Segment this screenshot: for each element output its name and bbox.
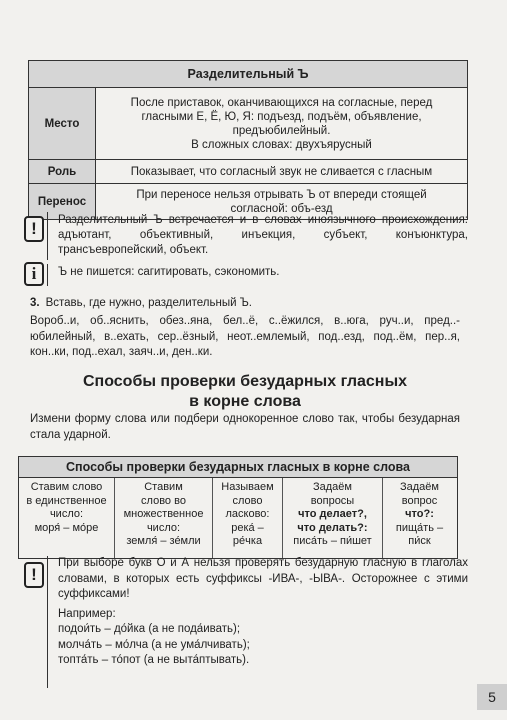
example-item: подои́ть – до́йка (а не пода́ивать);: [58, 623, 241, 635]
row-label-role: Роль: [29, 160, 96, 184]
exclamation-icon: !: [24, 562, 44, 588]
unstressed-vowels-table: [18, 456, 458, 559]
note-text: Разделительный Ъ встречается и в словах иноязычного происхождения: адъютант, объективный, инъекция, субъект, конъюнктура, трансъевропейский, объект.: [58, 214, 468, 256]
method-diminutive: Называем слово ласково: река́ – ре́чка: [213, 478, 283, 558]
row-text-place: После приставок, оканчивающихся на согласные, перед гласными Е, Ё, Ю, Я: подъезд, подъём, объявление, предъюбилейный. В сложных словах: двухъярусный: [96, 88, 468, 160]
method-verb-questions: Задаём вопросы что делает?, что делать?: писа́ть – пи́шет: [283, 478, 383, 558]
section-heading: Способы проверки безударных гласных в корне слова: [82, 373, 408, 410]
note-text: Ъ не пишется: сагитировать, сэкономить.: [58, 266, 280, 278]
method-plural: Ставим слово во множественное число: земля́ – зе́мли: [115, 478, 213, 558]
exercise-task: Вставь, где нужно, разделительный Ъ.: [45, 297, 253, 309]
row-text-role: Показывает, что согласный звук не сливается с гласным: [96, 160, 468, 184]
page-number: 5: [477, 684, 507, 710]
example-item: топта́ть – то́пот (а не выта́птывать).: [58, 654, 250, 666]
note-not-written: [24, 264, 484, 288]
row-label-place: Место: [29, 88, 96, 160]
method-singular: Ставим слово в единственное число: моря́ – мо́ре: [19, 478, 115, 558]
intro-text: Измени форму слова или подбери однокоренное слово так, чтобы безударная стала ударной.: [30, 413, 460, 441]
table-title: Способы проверки безударных гласных в корне слова: [19, 457, 457, 478]
example-label: Например:: [58, 607, 116, 620]
info-icon: i: [24, 262, 44, 286]
method-noun-question: Задаём вопрос что?: пища́ть – пи́ск: [395, 481, 444, 547]
note-foreign-words: [24, 212, 484, 262]
note-text: При выборе букв О и А нельзя проверять безударную гласную в глаголах словами, в которых есть суффиксы -ИВА-, -ЫВА-. Осторожнее с этими суффиксами!: [58, 557, 468, 600]
exercise-title: [30, 297, 252, 309]
row-label-hyphenation: Перенос: [29, 184, 96, 220]
exclamation-icon: !: [24, 216, 44, 242]
examples: [58, 607, 468, 669]
separator-sign-table: [28, 60, 468, 220]
table-title: Разделительный Ъ: [29, 61, 468, 88]
note-suffixes: [24, 556, 484, 690]
exercise-words: Вороб..и, об..яснить, обез..яна, бел..ё, с..ёжился, в..юга, руч..и, пред..-юбилейный, в..ехать, сер..ёзный, неот..емлемый, под..езд, под..ём, пер..я, кон..ки, под..ехал, заяч..и, ден..ки.: [30, 315, 460, 358]
exercise-number: 3.: [30, 297, 40, 309]
row-text-hyphenation: При переносе нельзя отрывать Ъ от впереди стоящей согласной: объ-езд: [96, 184, 468, 220]
example-item: молча́ть – мо́лча (а не ума́лчивать);: [58, 638, 250, 651]
